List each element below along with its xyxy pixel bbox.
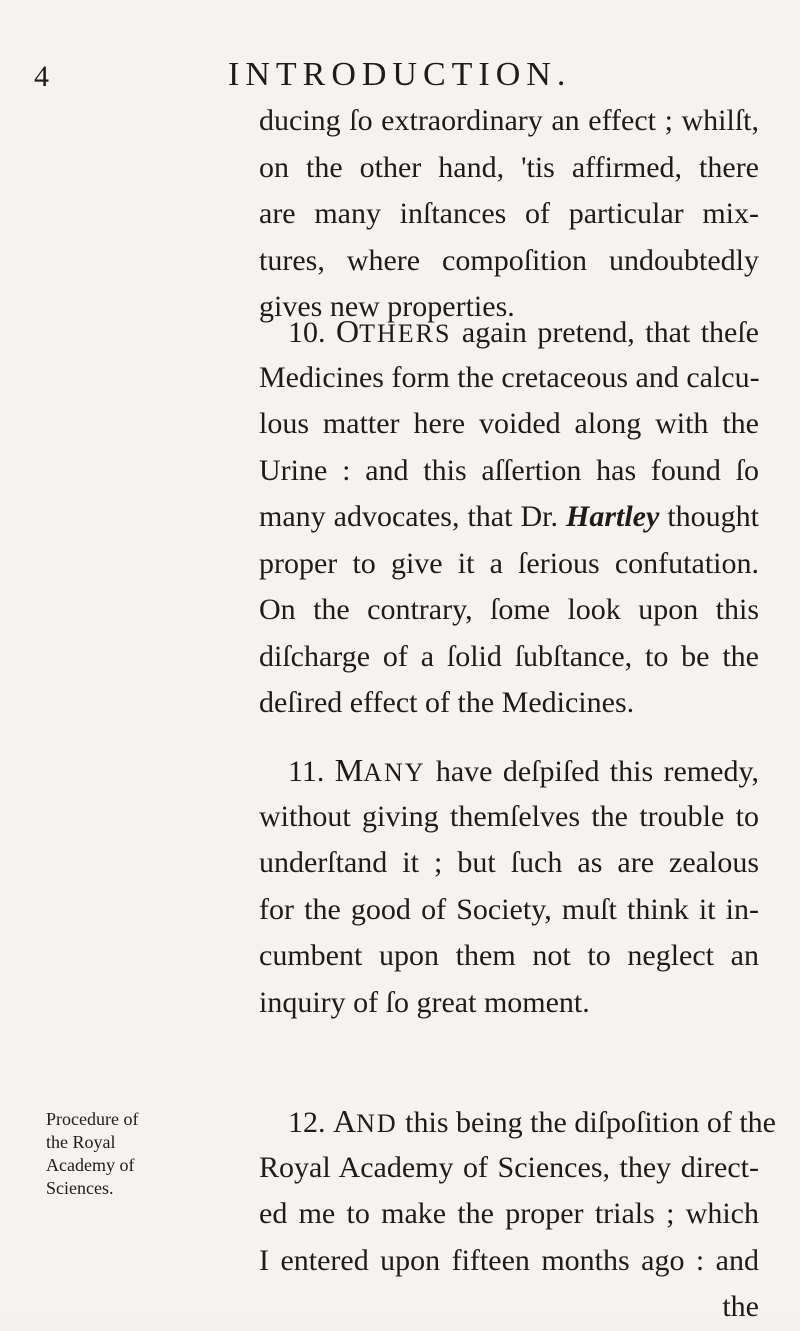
small-caps-lead: AND xyxy=(333,1103,398,1139)
running-head: INTRODUCTION. xyxy=(228,56,572,93)
paragraph-first-line: 12. AND this being the diſpoſition of the xyxy=(288,1103,776,1139)
text-line: on the other hand, 'tis affirmed, there xyxy=(259,150,759,184)
text-line: inquiry of ſo great moment. xyxy=(259,985,590,1019)
marginal-note-line: Sciences. xyxy=(46,1178,114,1198)
paragraph-12 xyxy=(259,1098,776,1331)
text-line: lous matter here voided along with the xyxy=(259,407,759,440)
text-line: I entered upon fifteen months ago : and xyxy=(259,1243,759,1277)
text-line: ed me to make the proper trials ; which xyxy=(259,1197,759,1230)
text-line: Royal Academy of Sciences, they direct- xyxy=(259,1150,759,1184)
marginal-note-line: Academy of xyxy=(46,1155,135,1175)
person-name-hartley: Hartley xyxy=(565,500,660,533)
small-caps-lead: MANY xyxy=(334,752,426,788)
marginal-note-line: Procedure of xyxy=(46,1109,139,1129)
text-line: for the good of Society, muſt think it in- xyxy=(259,892,759,926)
text-line: Urine : and this aſſertion has found ſo xyxy=(259,453,759,487)
text-line: underſtand it ; but ſuch as are zealous xyxy=(259,846,759,879)
paragraph-number: 10. xyxy=(288,316,326,349)
text-line: On the contrary, ſome look upon this xyxy=(259,593,759,626)
text-line: many advocates, that Dr. Hartley thought xyxy=(259,500,759,533)
paragraph-continuation xyxy=(259,98,759,331)
text-line: diſcharge of a ſolid ſubſtance, to be the xyxy=(259,639,759,673)
text-line: cumbent upon them not to neglect an xyxy=(259,939,759,972)
paragraph-number: 12. xyxy=(288,1106,326,1139)
text-line: ducing ſo extraordinary an effect ; whilſt, xyxy=(259,104,759,137)
paragraph-number: 11. xyxy=(288,755,325,788)
text-line: without giving themſelves the trouble to xyxy=(259,799,759,833)
paragraph-10 xyxy=(259,308,759,727)
text-line: tures, where compoſition undoubtedly xyxy=(259,243,759,277)
paragraph-first-line: 11. MANY have deſpiſed this remedy, xyxy=(288,752,760,788)
paragraph-11 xyxy=(259,747,759,1026)
text-line: proper to give it a ſerious confutation. xyxy=(259,546,759,580)
marginal-note-line: the Royal xyxy=(46,1132,116,1152)
catchword: the xyxy=(722,1290,759,1323)
text-line: Medicines form the cretaceous and calcu- xyxy=(259,360,760,394)
page-number: 4 xyxy=(34,60,49,93)
marginal-note xyxy=(46,1108,256,1200)
text-line: gives new properties. xyxy=(259,290,515,323)
paragraph-first-line: 10. OTHERS again pretend, that theſe xyxy=(288,313,759,349)
text-line: are many inſtances of particular mix- xyxy=(259,197,759,230)
text-line: deſired effect of the Medicines. xyxy=(259,686,635,719)
small-caps-lead: OTHERS xyxy=(335,313,452,349)
